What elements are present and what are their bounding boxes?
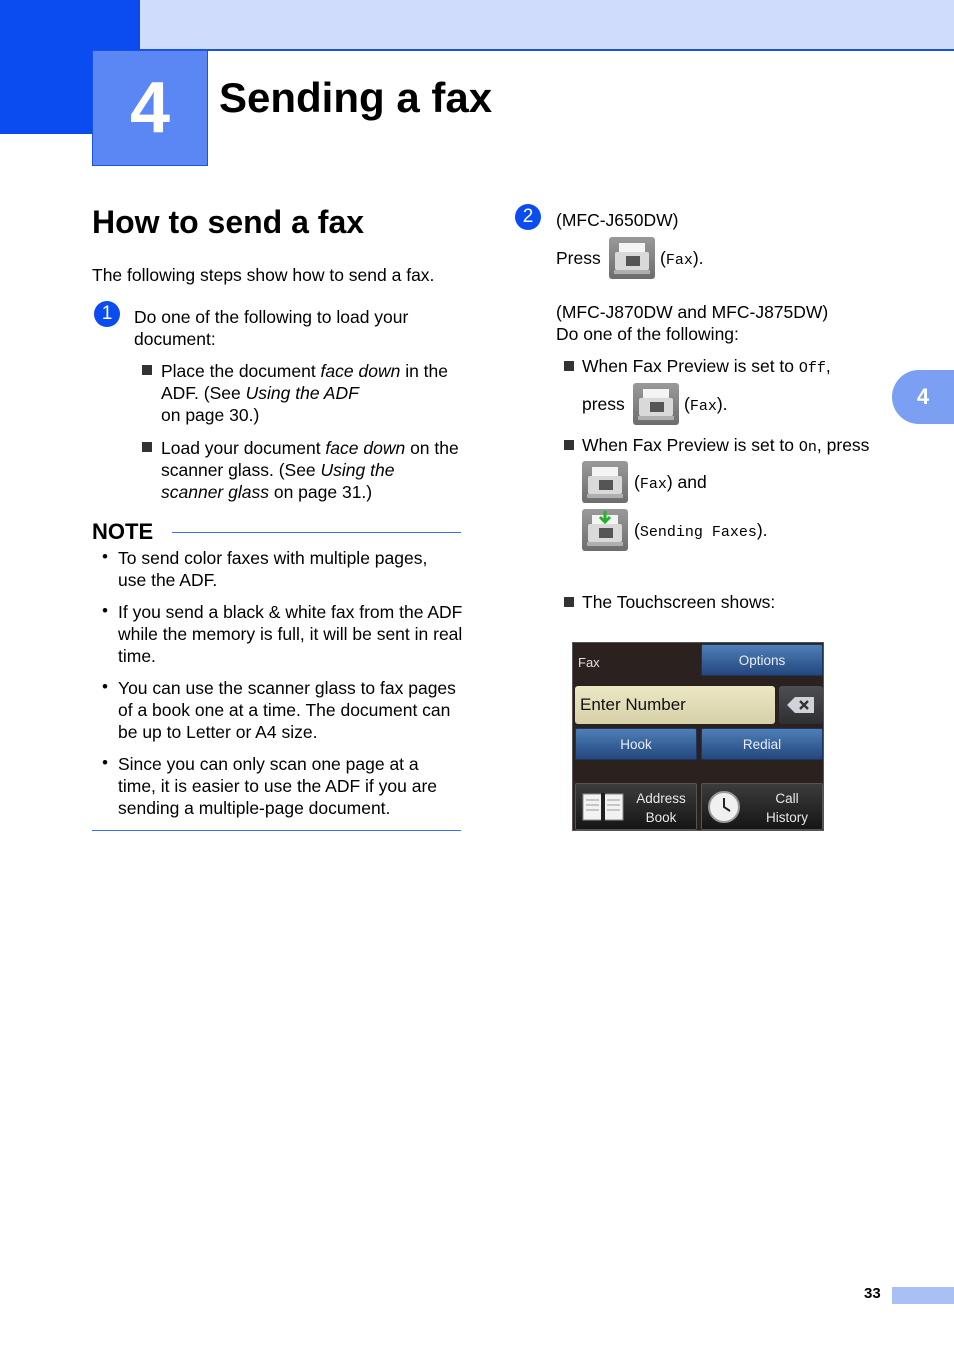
page-number-bar	[892, 1287, 954, 1304]
ts-backspace-button[interactable]	[779, 686, 823, 724]
sending-faxes-icon[interactable]	[582, 509, 628, 551]
preview-on-text: When Fax Preview is set to On, press	[582, 435, 870, 456]
ts-fax-label: Fax	[578, 655, 600, 670]
side-chapter-tab[interactable]: 4	[892, 370, 954, 424]
note-item-3: You can use the scanner glass to fax pages of a book one at a time. The document can be up to Letter or A4 size.	[118, 678, 456, 742]
step-1-text: Do one of the following to load your document:	[134, 307, 409, 349]
step-2-badge: 2	[515, 204, 541, 230]
page-number: 33	[864, 1285, 881, 1302]
do-one-text: Do one of the following:	[556, 324, 739, 344]
ts-call-history-button[interactable]	[701, 783, 823, 830]
touchscreen-shows-text: The Touchscreen shows:	[582, 592, 776, 612]
note-bottom-rule	[92, 830, 461, 831]
step-1-bullet-2: Load your document face down on the scanner glass. (See Using the scanner glass on page 31.)	[161, 438, 459, 502]
note-bullet: •	[102, 547, 108, 566]
bullet-square	[142, 442, 152, 452]
address-book-icon	[582, 792, 624, 822]
ts-address-label-1: Address	[636, 791, 686, 806]
fax-icon[interactable]	[582, 461, 628, 503]
clock-icon	[707, 790, 741, 824]
ts-address-label-2: Book	[645, 810, 677, 825]
ts-hook-button[interactable]: Hook	[575, 728, 697, 760]
fax-code-1: (Fax).	[660, 248, 704, 269]
ts-options-button[interactable]: Options	[701, 644, 823, 676]
header-band	[0, 0, 954, 51]
step-1-badge: 1	[94, 301, 120, 327]
note-item-1: To send color faxes with multiple pages, use the ADF.	[118, 548, 428, 590]
note-item-2: If you send a black & white fax from the ADF while the memory is full, it will be sent in real time.	[118, 602, 463, 666]
note-bullet: •	[102, 601, 108, 620]
fax-code-3: (Fax) and	[634, 472, 707, 493]
chapter-title: Sending a fax	[219, 74, 493, 121]
ts-address-book-button[interactable]	[575, 783, 697, 830]
note-item-4: Since you can only scan one page at a time, it is easier to use the ADF if you are sending a multiple-page document.	[118, 754, 438, 818]
ts-number-field[interactable]: Enter Number	[575, 686, 775, 724]
bullet-square	[564, 361, 574, 371]
note-heading: NOTE	[92, 519, 154, 544]
bullet-square	[142, 365, 152, 375]
section-title: How to send a fax	[92, 204, 365, 240]
bullet-square	[564, 440, 574, 450]
preview-off-text: When Fax Preview is set to Off,	[582, 356, 831, 377]
fax-icon[interactable]	[609, 237, 655, 279]
model-label-2: (MFC-J870DW and MFC-J875DW)	[556, 302, 829, 322]
fax-icon[interactable]	[633, 383, 679, 425]
sending-faxes-code: (Sending Faxes).	[634, 520, 768, 541]
step-1-bullet-1: Place the document face down in the ADF. (See Using the ADF on page 30.)	[161, 361, 449, 425]
ts-call-label-1: Call	[775, 791, 799, 806]
touchscreen-display	[572, 642, 824, 831]
model-label-1: (MFC-J650DW)	[556, 210, 679, 230]
intro-text: The following steps show how to send a fax.	[92, 265, 435, 285]
bullet-square	[564, 597, 574, 607]
chapter-number: 4	[92, 50, 208, 166]
fax-code-2: (Fax).	[684, 394, 728, 415]
backspace-icon	[786, 696, 816, 714]
note-bullet: •	[102, 677, 108, 696]
note-rule	[172, 532, 461, 533]
ts-call-label-2: History	[765, 810, 808, 825]
press-label: Press	[556, 248, 601, 268]
note-bullet: •	[102, 753, 108, 772]
press-word: press	[582, 394, 625, 414]
ts-redial-button[interactable]: Redial	[701, 728, 823, 760]
